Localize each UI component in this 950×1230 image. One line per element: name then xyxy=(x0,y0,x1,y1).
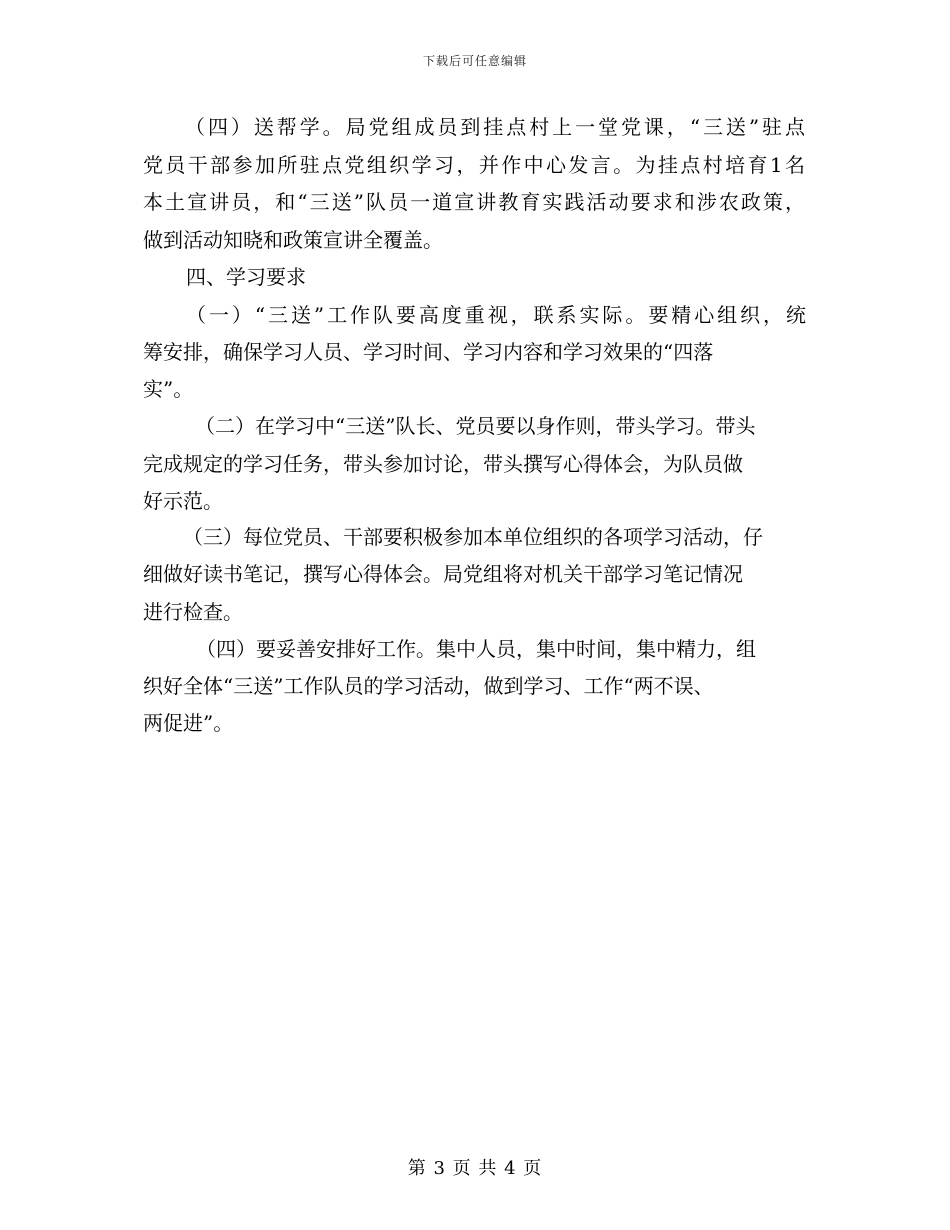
body-line: 两促进”。 xyxy=(143,711,234,735)
body-line: 本土宣讲员，和“三送”队员一道宣讲教育实践活动要求和涉农政策， xyxy=(143,190,808,214)
body-line: （一）“三送”工作队要高度重视，联系实际。要精心组织，统 xyxy=(186,303,809,327)
body-line: 细做好读书笔记，撰写心得体会。局党组将对机关干部学习笔记情况 xyxy=(143,562,743,586)
body-line: 筹安排，确保学习人员、学习时间、学习内容和学习效果的“四落 xyxy=(143,340,714,364)
section-heading: 四、学习要求 xyxy=(186,265,306,289)
body-line: 进行检查。 xyxy=(143,600,243,624)
body-line: （三）每位党员、干部要积极参加本单位组织的各项学习活动，仔 xyxy=(183,525,763,549)
page-footer: 第 3 页 共 4 页 xyxy=(407,1158,543,1179)
body-line: 完成规定的学习任务，带头参加讨论，带头撰写心得体会，为队员做 xyxy=(143,452,743,476)
body-line: （四）要妥善安排好工作。集中人员，集中时间，集中精力，组 xyxy=(196,637,756,661)
body-line: （二）在学习中“三送”队长、党员要以身作则，带头学习。带头 xyxy=(195,414,756,438)
body-line: 党员干部参加所驻点党组织学习，并作中心发言。为挂点村培育1名 xyxy=(143,153,808,177)
body-line: （四）送帮学。局党组成员到挂点村上一堂党课，“三送”驻点 xyxy=(185,115,808,139)
body-line: 织好全体“三送”工作队员的学习活动，做到学习、工作“两不误、 xyxy=(143,674,714,698)
body-line: 好示范。 xyxy=(143,489,223,513)
body-line: 实”。 xyxy=(143,377,194,401)
page-header: 下载后可任意编辑 xyxy=(422,54,527,68)
body-line: 做到活动知晓和政策宣讲全覆盖。 xyxy=(143,228,443,252)
